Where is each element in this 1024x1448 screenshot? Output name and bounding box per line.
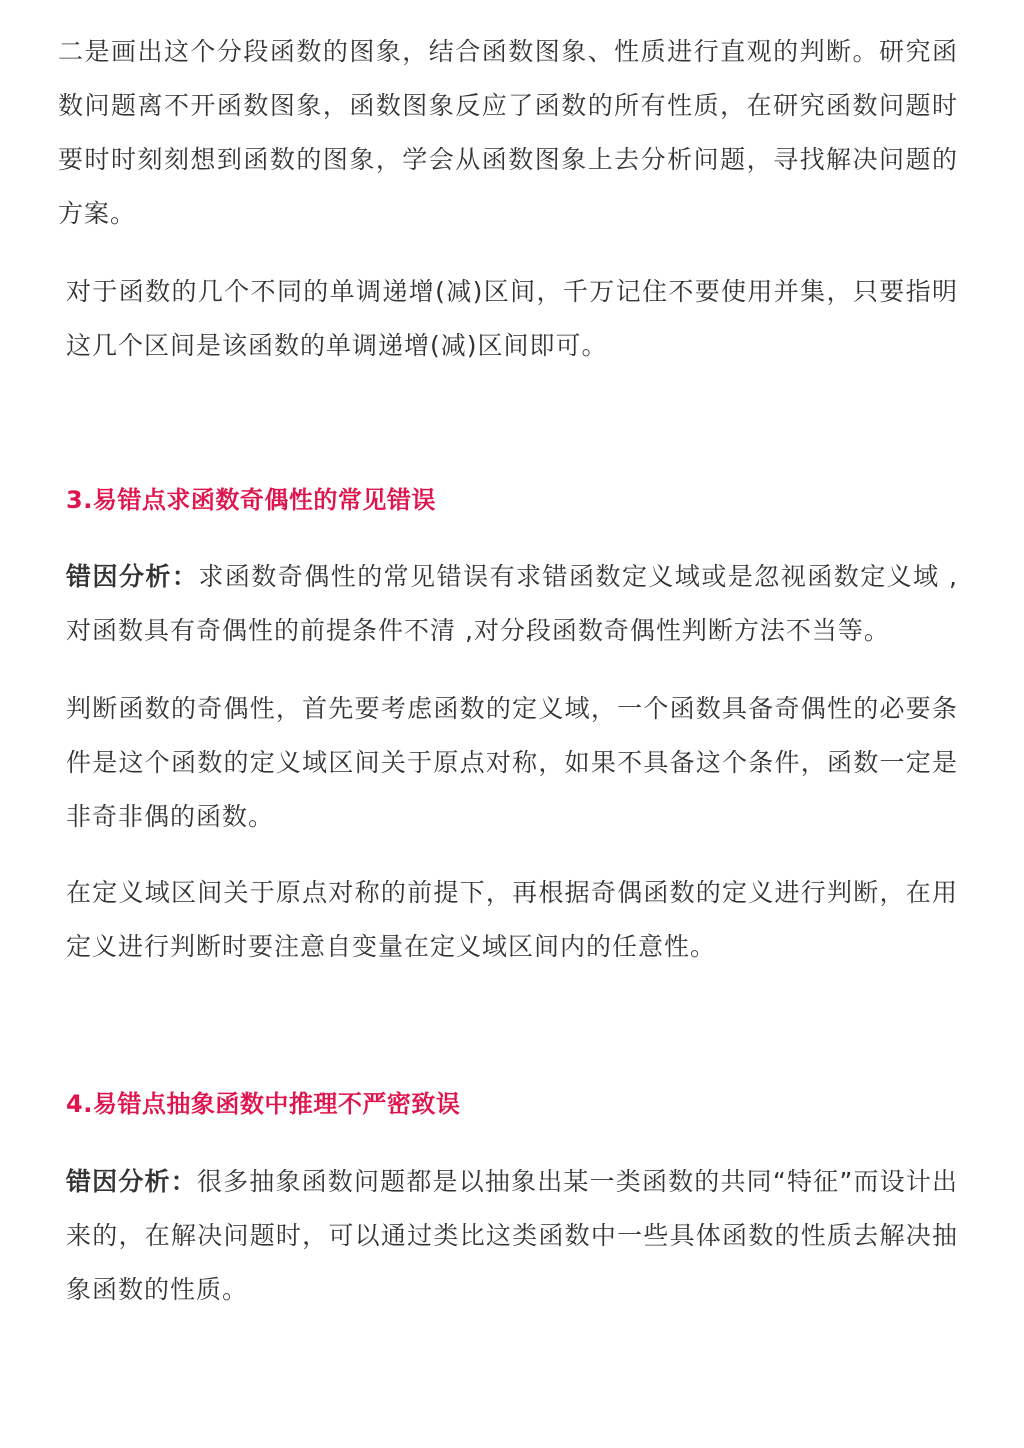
section-4-analysis-label: 错因分析： [66,1167,197,1196]
section-3-analysis-text: 求函数奇偶性的常见错误有求错函数定义域或是忽视函数定义域 ,对函数具有奇偶性的前提条件不清 ,对分段函数奇偶性判断方法不当等。 [66,562,958,645]
section-3-heading: 3.易错点求函数奇偶性的常见错误 [66,486,436,514]
section-3-analysis-paragraph [66,550,958,658]
section-4-analysis-paragraph [66,1155,958,1317]
section-3-analysis-label: 错因分析： [66,562,199,591]
section-3-paragraph-3: 在定义域区间关于原点对称的前提下，再根据奇偶函数的定义进行判断，在用定义进行判断时要注意自变量在定义域区间内的任意性。 [66,878,958,961]
section-4-heading: 4.易错点抽象函数中推理不严密致误 [66,1090,461,1118]
intro-paragraph-2: 对于函数的几个不同的单调递增(减)区间，千万记住不要使用并集，只要指明这几个区间是该函数的单调递增(减)区间即可。 [66,277,958,360]
section-4-analysis-text: 很多抽象函数问题都是以抽象出某一类函数的共同“特征”而设计出来的，在解决问题时，可以通过类比这类函数中一些具体函数的性质去解决抽象函数的性质。 [66,1167,958,1304]
section-3-paragraph-2: 判断函数的奇偶性，首先要考虑函数的定义域，一个函数具备奇偶性的必要条件是这个函数的定义域区间关于原点对称，如果不具备这个条件，函数一定是非奇非偶的函数。 [66,694,958,831]
intro-paragraph-1: 二是画出这个分段函数的图象，结合函数图象、性质进行直观的判断。研究函数问题离不开函数图象，函数图象反应了函数的所有性质，在研究函数问题时要时时刻刻想到函数的图象，学会从函数图象上去分析问题，寻找解决问题的方案。 [58,37,958,228]
